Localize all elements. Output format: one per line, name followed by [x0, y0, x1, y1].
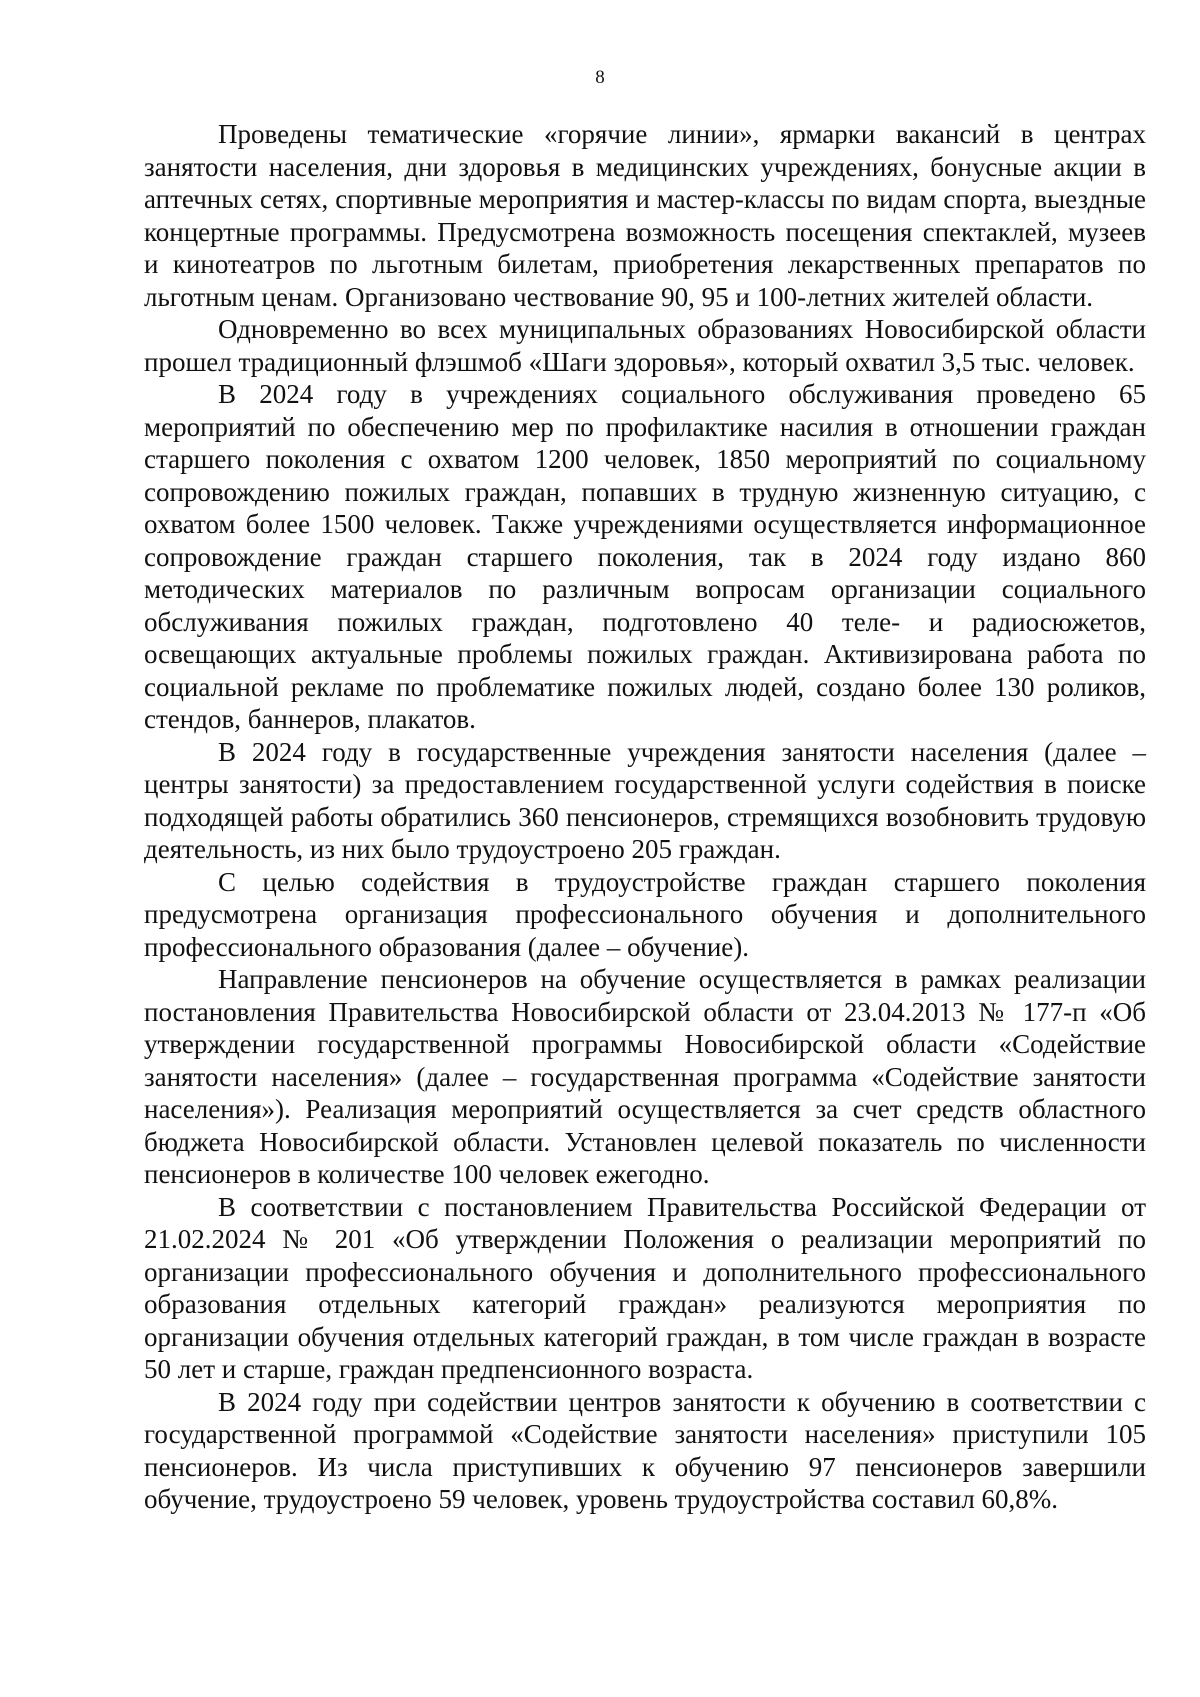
- paragraph-employment-centers: В 2024 году в государственные учреждения занятости населения (далее – центры занятости) за предоставлением государственной услуги содействия в поиске подходящей работы обратились 360 пенсионеров, стремящихся возобновить трудовую деятельность, из них было трудоустроено 205 граждан.: [144, 736, 1146, 864]
- paragraph-regional-program: Направление пенсионеров на обучение осуществляется в рамках реализации постановления Правительства Новосибирской области от 23.04.2013 № 177-п «Об утверждении государственной программы Новосибирской области «Содействие занятости населения» (далее – государственная программа «Содействие занятости населения»). Реализация мероприятий осуществляется за счет средств областного бюджета Новосибирской области. Установлен целевой показатель по численности пенсионеров в количестве 100 человек ежегодно.: [144, 964, 1146, 1189]
- page-number: 8: [595, 67, 605, 88]
- paragraph-flashmob: Одновременно во всех муниципальных образованиях Новосибирской области прошел традиционный флэшмоб «Шаги здоровья», который охватил 3,5 тыс. человек.: [144, 314, 1146, 377]
- paragraph-federal-decree: В соответствии с постановлением Правительства Российской Федерации от 21.02.2024 № 201 «Об утверждении Положения о реализации мероприятий по организации профессионального обучения и дополнительного профессионального образования отдельных категорий граждан» реализуются мероприятия по организации обучения отдельных категорий граждан, в том числе граждан в возрасте 50 лет и старше, граждан предпенсионного возраста.: [144, 1191, 1146, 1384]
- paragraph-events: Проведены тематические «горячие линии», ярмарки вакансий в центрах занятости населения, дни здоровья в медицинских учреждениях, бонусные акции в аптечных сетях, спортивные мероприятия и мастер-классы по видам спорта, выездные концертные программы. Предусмотрена возможность посещения спектаклей, музеев и кинотеатров по льготным билетам, приобретения лекарственных препаратов по льготным ценам. Организовано чествование 90, 95 и 100-летних жителей области.: [144, 119, 1146, 312]
- paragraph-training-organization: С целью содействия в трудоустройстве граждан старшего поколения предусмотрена организация профессионального обучения и дополнительного профессионального образования (далее – обучение).: [144, 866, 1146, 962]
- paragraph-social-services: В 2024 году в учреждениях социального обслуживания проведено 65 мероприятий по обеспечению мер по профилактике насилия в отношении граждан старшего поколения с охватом 1200 человек, 1850 мероприятий по социальному сопровождению пожилых граждан, попавших в трудную жизненную ситуацию, с охватом более 1500 человек. Также учреждениями осуществляется информационное сопровождение граждан старшего поколения, так в 2024 году издано 860 методических материалов по различным вопросам организации социального обслуживания пожилых граждан, подготовлено 40 теле- и радиосюжетов, освещающих актуальные проблемы пожилых граждан. Активизирована работа по социальной рекламе по проблематике пожилых людей, создано более 130 роликов, стендов, баннеров, плакатов.: [144, 379, 1146, 734]
- document-body: [144, 118, 1146, 1516]
- paragraph-training-results: В 2024 году при содействии центров занятости к обучению в соответствии с государственной программой «Содействие занятости населения» приступили 105 пенсионеров. Из числа приступивших к обучению 97 пенсионеров завершили обучение, трудоустроено 59 человек, уровень трудоустройства составил 60,8%.: [144, 1386, 1146, 1514]
